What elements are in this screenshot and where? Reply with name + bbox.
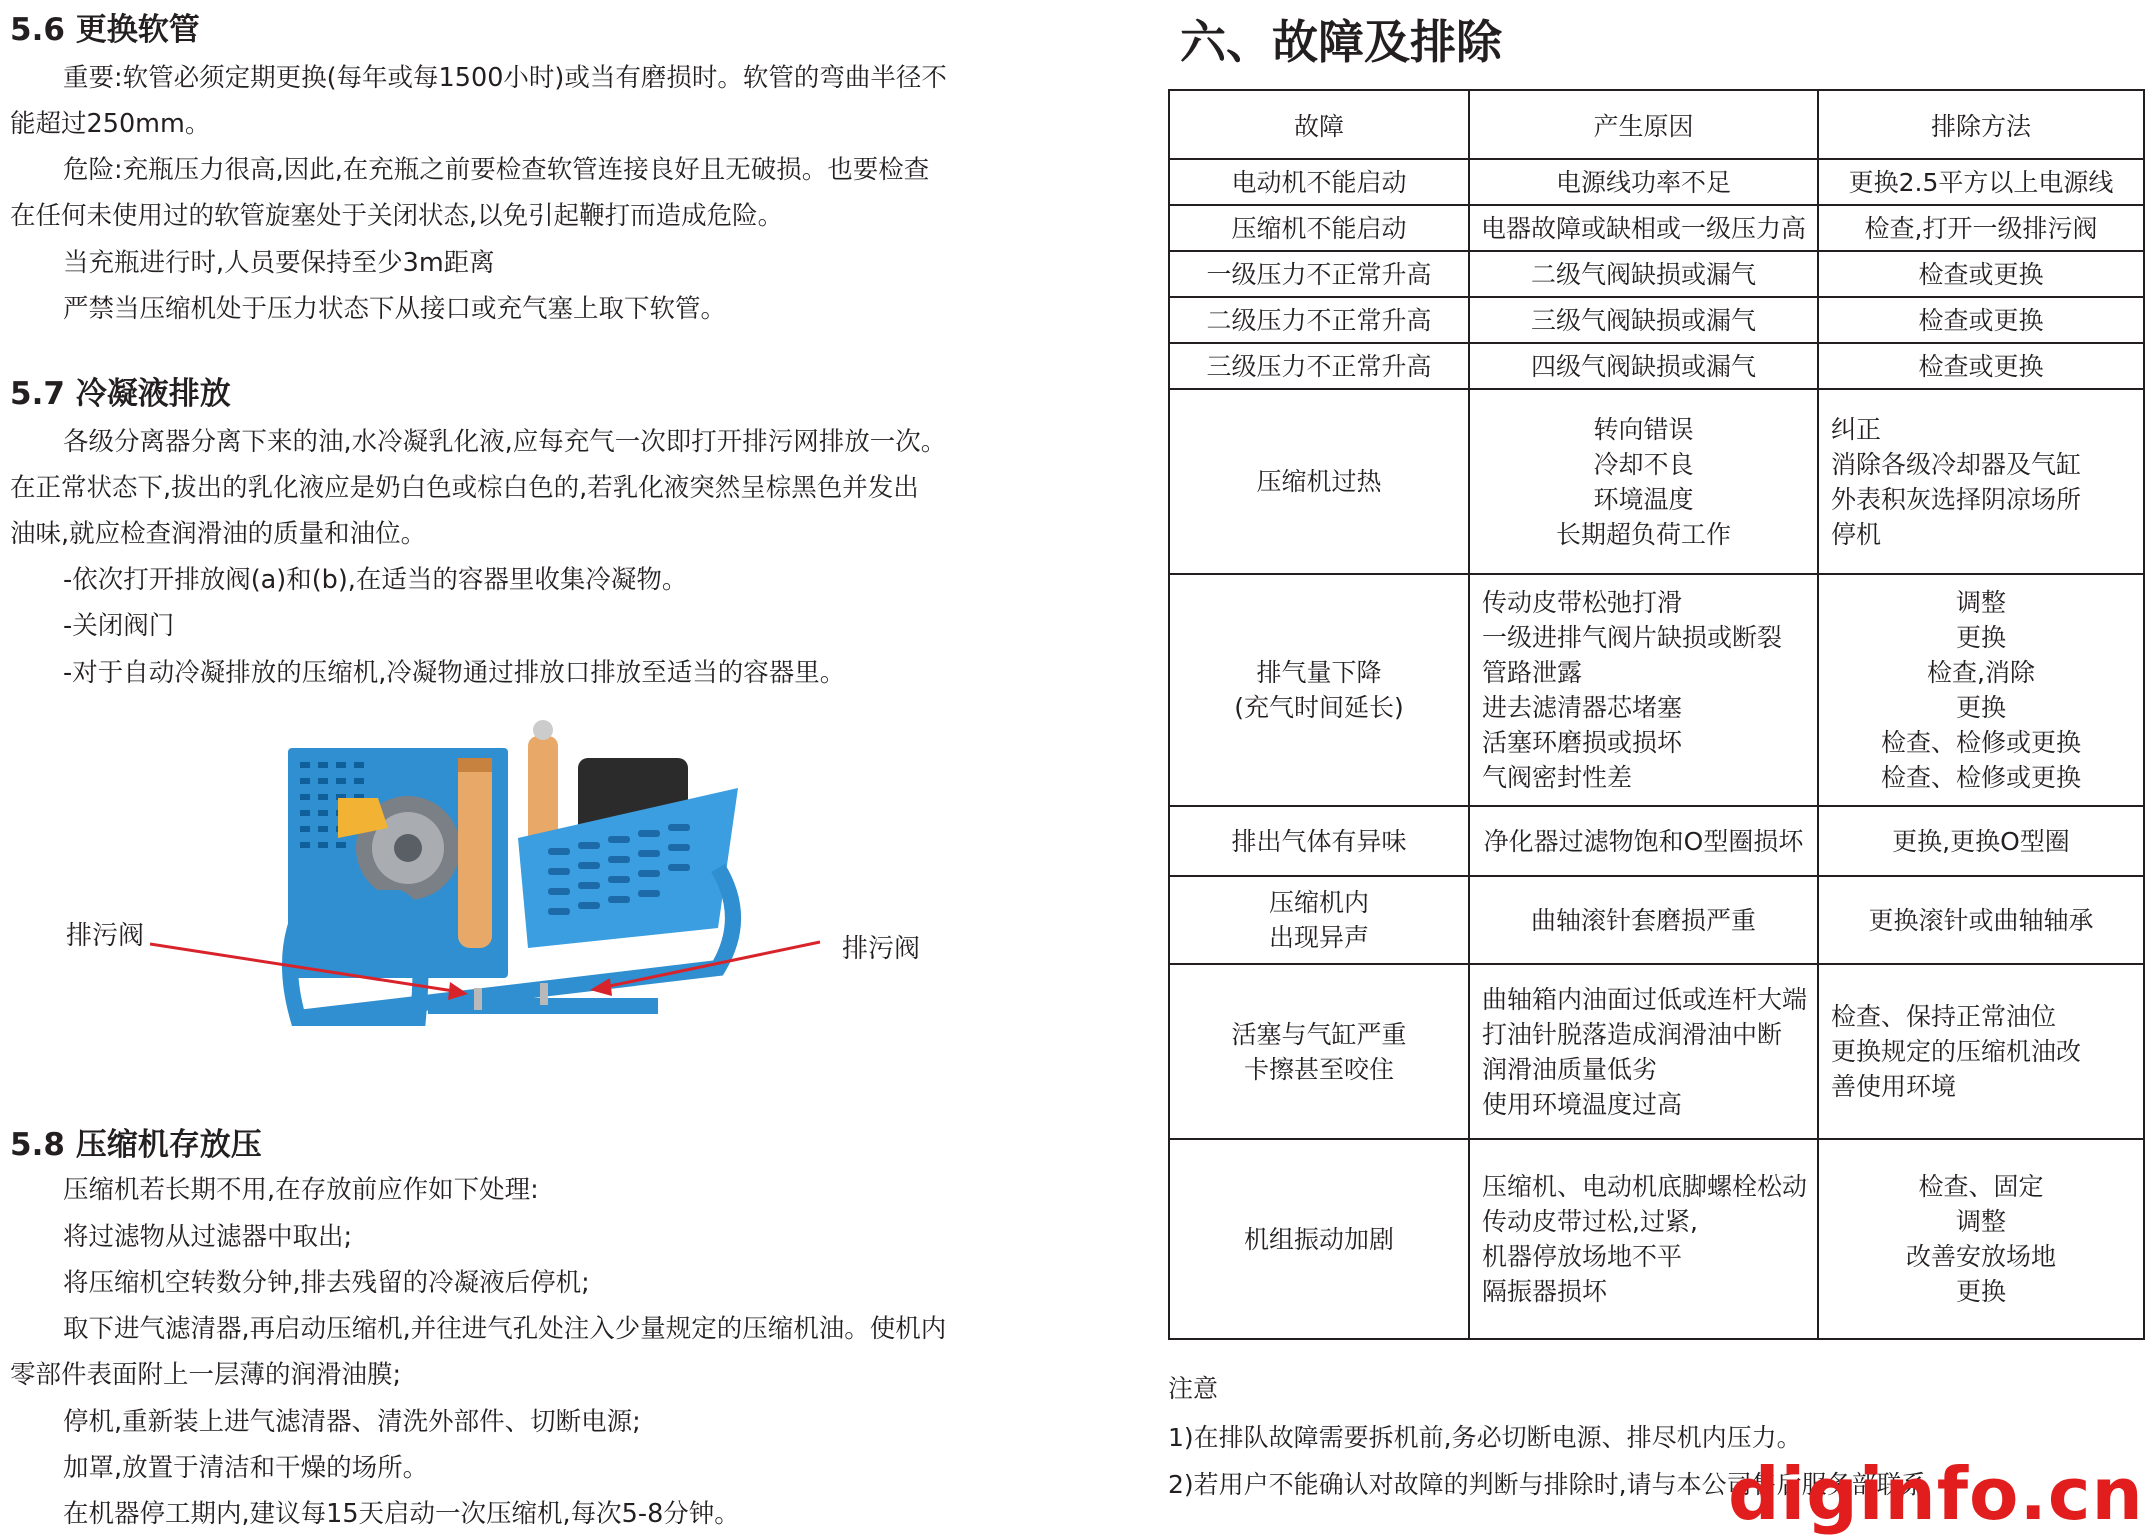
cell-line: 传动皮带松弛打滑 — [1482, 588, 1683, 617]
cell-line: 润滑油质量低劣 — [1482, 1054, 1658, 1084]
cause-cell — [1469, 876, 1818, 964]
header-cell: 故障 — [1169, 90, 1469, 159]
cause-cell — [1469, 389, 1818, 574]
cell-line: 气阀密封性差 — [1482, 763, 1633, 792]
cell-line: 出现异声 — [1268, 923, 1369, 952]
cell-line: 曲轴箱内油面过低或连杆大端 — [1482, 984, 1808, 1014]
cell-line: 更换 — [1955, 693, 2006, 722]
header-cell: 产生原因 — [1469, 90, 1818, 159]
cell-line: 更换 — [1955, 623, 2006, 652]
cell-line: 检查或更换 — [1918, 259, 2044, 289]
cell-line: 电动机不能启动 — [1231, 167, 1407, 197]
paragraph-line: 在正常状态下,拔出的乳化液应是奶白色或棕白色的,若乳化液突然呈棕黑色并发出 — [10, 473, 919, 503]
cause-cell — [1469, 574, 1818, 806]
paragraph-line: 取下进气滤清器,再启动压缩机,并往进气孔处注入少量规定的压缩机油。使机内 — [63, 1314, 947, 1344]
fault-cell — [1169, 343, 1469, 389]
fix-cell — [1818, 343, 2144, 389]
cell-line: 卡擦甚至咬住 — [1243, 1054, 1394, 1084]
cell-line: 更换滚针或曲轴轴承 — [1868, 905, 2094, 935]
paragraph-line: 压缩机若长期不用,在存放前应作如下处理: — [63, 1175, 539, 1205]
paragraph-line: 能超过250mm。 — [10, 109, 211, 139]
cell-line: 一级压力不正常升高 — [1206, 259, 1432, 289]
cell-line: 压缩机不能启动 — [1231, 213, 1407, 243]
fault-cell — [1169, 159, 1469, 205]
table-row — [1169, 389, 2144, 574]
paragraph-line: 将压缩机空转数分钟,排去残留的冷凝液后停机; — [63, 1268, 590, 1298]
note-line: 1)在排队故障需要拆机前,务必切断电源、排尽机内压力。 — [1168, 1423, 1802, 1452]
cell-line: 更换,更换O型圈 — [1892, 826, 2070, 856]
cell-line: 检查、检修或更换 — [1880, 728, 2081, 757]
fix-cell — [1818, 574, 2144, 806]
cell-line: 管路泄露 — [1482, 658, 1583, 687]
cell-line: 冷却不良 — [1593, 449, 1694, 479]
cause-cell — [1469, 1139, 1818, 1339]
cell-line: 曲轴滚针套磨损严重 — [1530, 905, 1756, 935]
paragraph-line: 严禁当压缩机处于压力状态下从接口或充气塞上取下软管。 — [63, 294, 727, 324]
cell-line: 一级进排气阀片缺损或断裂 — [1482, 623, 1783, 652]
cell-line: 更换规定的压缩机油改 — [1831, 1037, 2082, 1066]
fault-cell — [1169, 876, 1469, 964]
cell-line: 检查或更换 — [1918, 351, 2044, 381]
cause-cell — [1469, 159, 1818, 205]
drain-valve-label-left: 排污阀 — [66, 921, 145, 951]
cell-line: 机组振动加剧 — [1243, 1224, 1394, 1254]
section-heading-5-8: 5.8 压缩机存放压 — [10, 1127, 262, 1163]
cause-cell — [1469, 964, 1818, 1139]
table-row — [1169, 343, 2144, 389]
cell-line: 机器停放场地不平 — [1482, 1242, 1683, 1271]
cell-line: 电器故障或缺相或一级压力高 — [1480, 213, 1806, 243]
cell-line: 净化器过滤物饱和O型圈损坏 — [1483, 826, 1804, 856]
cell-line: 善使用环境 — [1831, 1072, 1957, 1101]
cell-line: 三级气阀缺损或漏气 — [1530, 305, 1756, 335]
cell-line: 隔振器损坏 — [1482, 1277, 1608, 1306]
cell-line: 排出气体有异味 — [1231, 826, 1407, 856]
cell-line: 排气量下降 — [1256, 658, 1382, 687]
fix-cell — [1818, 297, 2144, 343]
cell-line: 二级气阀缺损或漏气 — [1530, 259, 1756, 289]
drain-valve-label-right: 排污阀 — [842, 934, 921, 964]
paragraph-line: -对于自动冷凝排放的压缩机,冷凝物通过排放口排放至适当的容器里。 — [63, 658, 846, 688]
paragraph-line: 将过滤物从过滤器中取出; — [63, 1222, 353, 1252]
cell-line: (充气时间延长) — [1234, 693, 1404, 722]
section-heading-5-7: 5.7 冷凝液排放 — [10, 376, 231, 412]
fault-cell — [1169, 251, 1469, 297]
cell-line: 检查、检修或更换 — [1880, 763, 2081, 792]
fault-cell — [1169, 806, 1469, 876]
table-row — [1169, 1139, 2144, 1339]
fault-cell — [1169, 964, 1469, 1139]
cell-line: 停机 — [1831, 519, 1882, 549]
paragraph-line: 当充瓶进行时,人员要保持至少3m距离 — [63, 248, 495, 278]
note-line: 2)若用户不能确认对故障的判断与排除时,请与本公司售后服务部联系 — [1168, 1470, 1927, 1499]
cell-line: 四级气阀缺损或漏气 — [1530, 351, 1756, 381]
cell-line: 二级压力不正常升高 — [1206, 305, 1432, 335]
cell-line: 使用环境温度过高 — [1482, 1089, 1683, 1119]
section-heading-5-6: 5.6 更换软管 — [10, 12, 200, 48]
table-row — [1169, 574, 2144, 806]
paragraph-line: -依次打开排放阀(a)和(b),在适当的容器里收集冷凝物。 — [63, 565, 688, 595]
paragraph-line: 在机器停工期内,建议每15天启动一次压缩机,每次5-8分钟。 — [63, 1499, 740, 1529]
cell-line: 电源线功率不足 — [1555, 167, 1731, 197]
cause-cell — [1469, 343, 1818, 389]
table-row — [1169, 159, 2144, 205]
fault-cell — [1169, 574, 1469, 806]
cell-line: 消除各级冷却器及气缸 — [1831, 449, 2082, 479]
cell-line: 调整 — [1955, 1207, 2006, 1236]
paragraph-line: 重要:软管必须定期更换(每年或每1500小时)或当有磨损时。软管的弯曲半径不 — [63, 63, 947, 93]
fix-cell — [1818, 806, 2144, 876]
fix-cell — [1818, 389, 2144, 574]
note-title: 注意 — [1168, 1374, 1219, 1403]
cell-line: 传动皮带过松,过紧, — [1482, 1207, 1698, 1236]
cell-line: 更换 — [1955, 1277, 2006, 1306]
cell-line: 活塞环磨损或损坏 — [1482, 728, 1683, 757]
fault-cell — [1169, 389, 1469, 574]
troubleshooting-table — [1168, 89, 2145, 1340]
table-row — [1169, 297, 2144, 343]
paragraph-line: 零部件表面附上一层薄的润滑油膜; — [10, 1360, 402, 1390]
arrow-lines — [150, 920, 850, 1020]
cell-line: 压缩机过热 — [1256, 467, 1382, 496]
table-row — [1169, 205, 2144, 251]
paragraph-line: 加罩,放置于清洁和干燥的场所。 — [63, 1453, 429, 1483]
paragraph-line: 油味,就应检查润滑油的质量和油位。 — [10, 519, 427, 549]
cell-line: 检查,打开一级排污阀 — [1864, 213, 2098, 243]
paragraph-line: 各级分离器分离下来的油,水冷凝乳化液,应每充气一次即打开排污网排放一次。 — [63, 427, 947, 457]
cell-line: 外表积灰选择阴凉场所 — [1831, 484, 2082, 514]
page-title: 六、故障及排除 — [1180, 15, 1502, 69]
table-row — [1169, 251, 2144, 297]
cause-cell — [1469, 297, 1818, 343]
cell-line: 更换2.5平方以上电源线 — [1848, 167, 2114, 197]
cause-cell — [1469, 205, 1818, 251]
paragraph-line: -关闭阀门 — [63, 611, 175, 641]
fault-cell — [1169, 1139, 1469, 1339]
paragraph-line: 在任何未使用过的软管旋塞处于关闭状态,以免引起鞭打而造成危险。 — [10, 201, 784, 231]
paragraph-line: 危险:充瓶压力很高,因此,在充瓶之前要检查软管连接良好且无破损。也要检查 — [63, 155, 930, 185]
fix-cell — [1818, 876, 2144, 964]
cell-line: 调整 — [1955, 588, 2006, 617]
cell-line: 活塞与气缸严重 — [1231, 1019, 1407, 1049]
paragraph-line: 停机,重新装上进气滤清器、清洗外部件、切断电源; — [63, 1407, 641, 1437]
cell-line: 环境温度 — [1593, 484, 1694, 514]
cell-line: 压缩机内 — [1268, 888, 1369, 917]
cell-line: 纠正 — [1831, 414, 1882, 444]
cell-line: 检查,消除 — [1927, 658, 2035, 687]
fix-cell — [1818, 1139, 2144, 1339]
cell-line: 进去滤清器芯堵塞 — [1482, 693, 1683, 722]
cell-line: 打油针脱落造成润滑油中断 — [1482, 1019, 1783, 1049]
table-header-row — [1169, 90, 2144, 159]
fix-cell — [1818, 159, 2144, 205]
cell-line: 改善安放场地 — [1905, 1242, 2056, 1271]
cell-line: 检查或更换 — [1918, 305, 2044, 335]
table-row — [1169, 806, 2144, 876]
cause-cell — [1469, 806, 1818, 876]
cell-line: 检查、保持正常油位 — [1831, 1002, 2057, 1031]
watermark: diginfo.cn — [1728, 1452, 2144, 1536]
cell-line: 长期超负荷工作 — [1555, 519, 1731, 549]
cell-line: 三级压力不正常升高 — [1206, 351, 1432, 381]
fix-cell — [1818, 964, 2144, 1139]
cause-cell — [1469, 251, 1818, 297]
fault-cell — [1169, 297, 1469, 343]
header-cell: 排除方法 — [1818, 90, 2144, 159]
cell-line: 转向错误 — [1593, 414, 1694, 444]
cell-line: 检查、固定 — [1918, 1172, 2044, 1201]
fault-cell — [1169, 205, 1469, 251]
table-row — [1169, 876, 2144, 964]
fix-cell — [1818, 251, 2144, 297]
fix-cell — [1818, 205, 2144, 251]
table-row — [1169, 964, 2144, 1139]
cell-line: 压缩机、电动机底脚螺栓松动 — [1482, 1172, 1808, 1201]
